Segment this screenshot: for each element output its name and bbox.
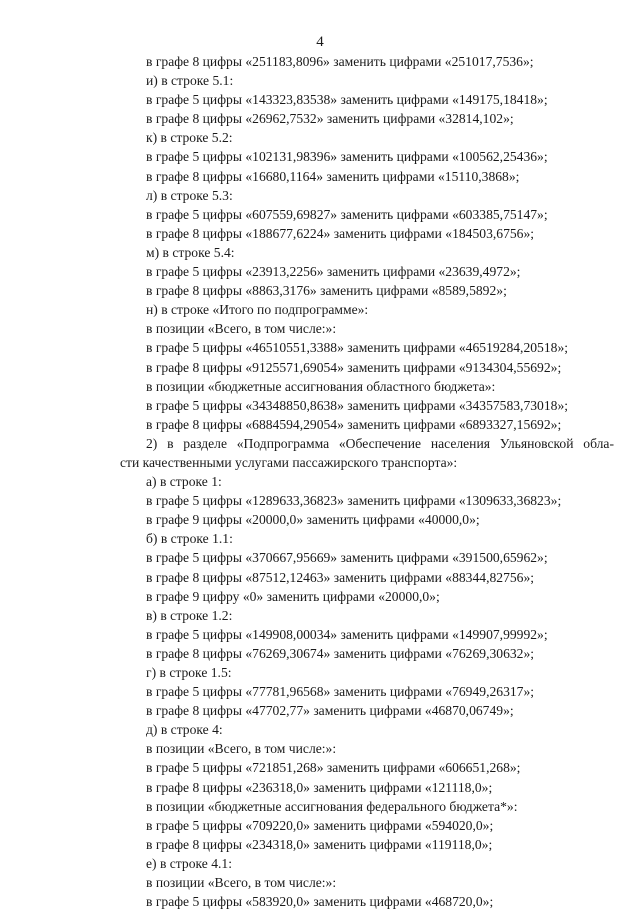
text-line: в графе 5 цифры «721851,268» заменить цифрами «606651,268»;	[146, 760, 521, 776]
text-line: в графе 8 цифры «8863,3176» заменить цифрами «8589,5892»;	[146, 283, 507, 299]
document-body	[0, 52, 640, 911]
text-line: н) в строке «Итого по подпрограмме»:	[146, 302, 369, 318]
text-line: в позиции «бюджетные ассигнования областного бюджета»:	[146, 378, 496, 394]
text-line: в графе 8 цифры «188677,6224» заменить цифрами «184503,6756»;	[146, 225, 535, 241]
text-line: в позиции «бюджетные ассигнования федерального бюджета*»:	[146, 798, 518, 814]
text-line: а) в строке 1:	[146, 474, 222, 490]
text-line: в графе 5 цифры «34348850,8638» заменить цифрами «34357583,73018»;	[146, 397, 569, 413]
text-line: в графе 5 цифры «23913,2256» заменить цифрами «23639,4972»;	[146, 264, 521, 280]
text-line: в графе 8 цифры «16680,1164» заменить цифрами «15110,3868»;	[146, 168, 520, 184]
text-line: и) в строке 5.1:	[146, 73, 234, 89]
text-line: в графе 5 цифры «46510551,3388» заменить цифрами «46519284,20518»;	[146, 340, 569, 356]
text-line: в графе 8 цифры «236318,0» заменить цифрами «121118,0»;	[146, 779, 493, 795]
text-line: е) в строке 4.1:	[146, 855, 232, 871]
text-line: в графе 5 цифры «583920,0» заменить цифрами «468720,0»;	[146, 894, 494, 910]
text-line: к) в строке 5.2:	[146, 130, 233, 146]
page-number: 4	[316, 34, 324, 50]
text-line: в графе 5 цифры «143323,83538» заменить цифрами «149175,18418»;	[146, 92, 548, 108]
text-line: в позиции «Всего, в том числе:»:	[146, 321, 337, 337]
text-line: в графе 8 цифры «251183,8096» заменить цифрами «251017,7536»;	[146, 54, 534, 69]
text-line: в графе 5 цифры «607559,69827» заменить цифрами «603385,75147»;	[146, 206, 548, 222]
text-line: в графе 5 цифры «102131,98396» заменить цифрами «100562,25436»;	[146, 149, 548, 165]
text-line: в графе 5 цифры «1289633,36823» заменить цифрами «1309633,36823»;	[146, 493, 562, 509]
text-line: сти качественными услугами пассажирского транспорта»:	[120, 454, 458, 470]
text-line: д) в строке 4:	[146, 722, 223, 738]
text-line: б) в строке 1.1:	[146, 531, 233, 547]
text-line: 2) в разделе «Подпрограмма «Обеспечение населения Ульяновской обла-	[146, 435, 614, 451]
text-line: в позиции «Всего, в том числе:»:	[146, 875, 337, 891]
text-line: в позиции «Всего, в том числе:»:	[146, 741, 337, 757]
text-line: в графе 5 цифры «370667,95669» заменить цифрами «391500,65962»;	[146, 550, 548, 566]
text-line: в графе 8 цифры «76269,30674» заменить цифрами «76269,30632»;	[146, 645, 535, 661]
text-line: в графе 8 цифры «87512,12463» заменить цифрами «88344,82756»;	[146, 569, 535, 585]
text-line: в графе 8 цифры «47702,77» заменить цифрами «46870,06749»;	[146, 703, 514, 719]
text-line: г) в строке 1.5:	[146, 665, 232, 680]
text-line: в графе 8 цифры «234318,0» заменить цифрами «119118,0»;	[146, 836, 493, 852]
text-line: в) в строке 1.2:	[146, 607, 233, 623]
text-line: м) в строке 5.4:	[146, 244, 235, 260]
text-line: в графе 5 цифры «709220,0» заменить цифрами «594020,0»;	[146, 817, 494, 833]
text-line: л) в строке 5.3:	[146, 187, 233, 203]
text-line: в графе 9 цифру «0» заменить цифрами «20000,0»;	[146, 588, 440, 604]
text-line: в графе 5 цифры «149908,00034» заменить цифрами «149907,99992»;	[146, 626, 548, 642]
text-line: в графе 8 цифры «26962,7532» заменить цифрами «32814,102»;	[146, 111, 514, 127]
text-line: в графе 8 цифры «9125571,69054» заменить цифрами «9134304,55692»;	[146, 359, 562, 375]
text-line: в графе 9 цифры «20000,0» заменить цифрами «40000,0»;	[146, 512, 480, 528]
text-line: в графе 8 цифры «6884594,29054» заменить цифрами «6893327,15692»;	[146, 416, 562, 432]
text-line: в графе 5 цифры «77781,96568» заменить цифрами «76949,26317»;	[146, 684, 535, 700]
